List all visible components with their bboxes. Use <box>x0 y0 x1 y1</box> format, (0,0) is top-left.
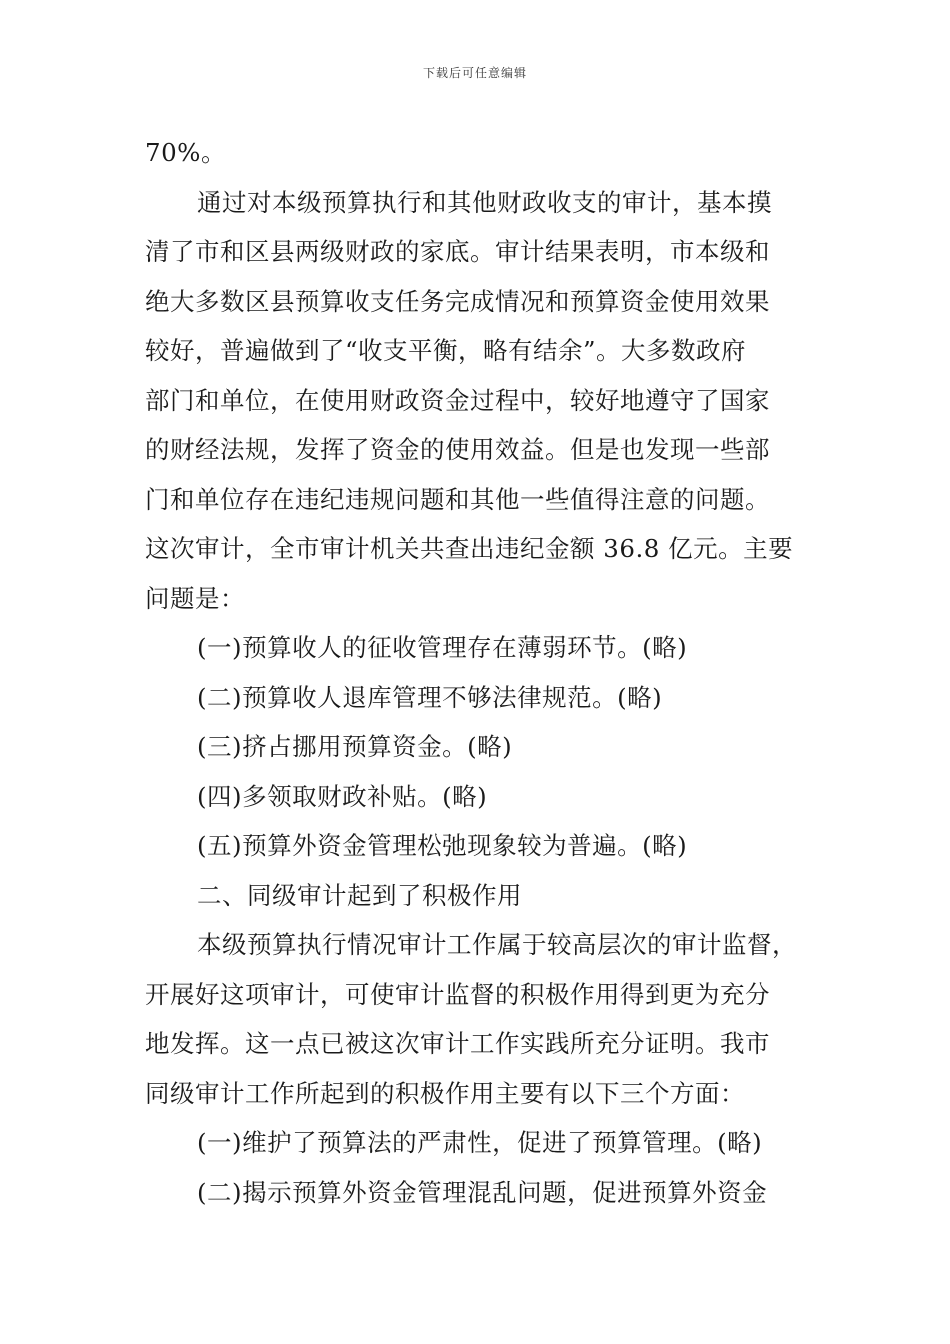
list-item: (四)多领取财政补贴。(略) <box>197 781 488 811</box>
document-body <box>145 128 810 1217</box>
list-item: (一)预算收人的征收管理存在薄弱环节。(略) <box>197 633 688 662</box>
text-line: 70%。 <box>145 138 226 167</box>
text-line: 同级审计工作所起到的积极作用主要有以下三个方面： <box>145 1078 745 1108</box>
list-item: (五)预算外资金管理松弛现象较为普遍。(略) <box>197 831 688 860</box>
text-line: 开展好这项审计，可使审计监督的积极作用得到更为充分 <box>145 979 770 1009</box>
list-item: (二)预算收人退库管理不够法律规范。(略) <box>197 682 663 712</box>
text-line: 的财经法规，发挥了资金的使用效益。但是也发现一些部 <box>145 435 770 464</box>
text-line: 门和单位存在违纪违规问题和其他一些值得注意的问题。 <box>145 484 770 514</box>
section-heading: 二、同级审计起到了积极作用 <box>197 880 522 910</box>
list-item: (二)揭示预算外资金管理混乱问题，促进预算外资金 <box>197 1177 768 1207</box>
list-item: (一)维护了预算法的严肃性，促进了预算管理。(略) <box>197 1128 763 1157</box>
text-line: 较好，普遍做到了“收支平衡，略有结余”。大多数政府 <box>145 336 747 365</box>
text-line: 这次审计，全市审计机关共查出违纪金额 36.8 亿元。主要 <box>145 534 794 563</box>
text-line: 问题是： <box>145 583 245 613</box>
text-line: 通过对本级预算执行和其他财政收支的审计，基本摸 <box>197 187 772 217</box>
page-header: 下载后可任意编辑 <box>422 66 527 80</box>
text-line: 地发挥。这一点已被这次审计工作实践所充分证明。我市 <box>145 1029 770 1058</box>
text-line: 清了市和区县两级财政的家底。审计结果表明，市本级和 <box>145 237 770 266</box>
text-line: 部门和单位，在使用财政资金过程中，较好地遵守了国家 <box>145 385 770 415</box>
list-item: (三)挤占挪用预算资金。(略) <box>197 732 513 761</box>
text-line: 本级预算执行情况审计工作属于较高层次的审计监督， <box>197 930 797 959</box>
text-line: 绝大多数区县预算收支任务完成情况和预算资金使用效果 <box>145 286 770 316</box>
